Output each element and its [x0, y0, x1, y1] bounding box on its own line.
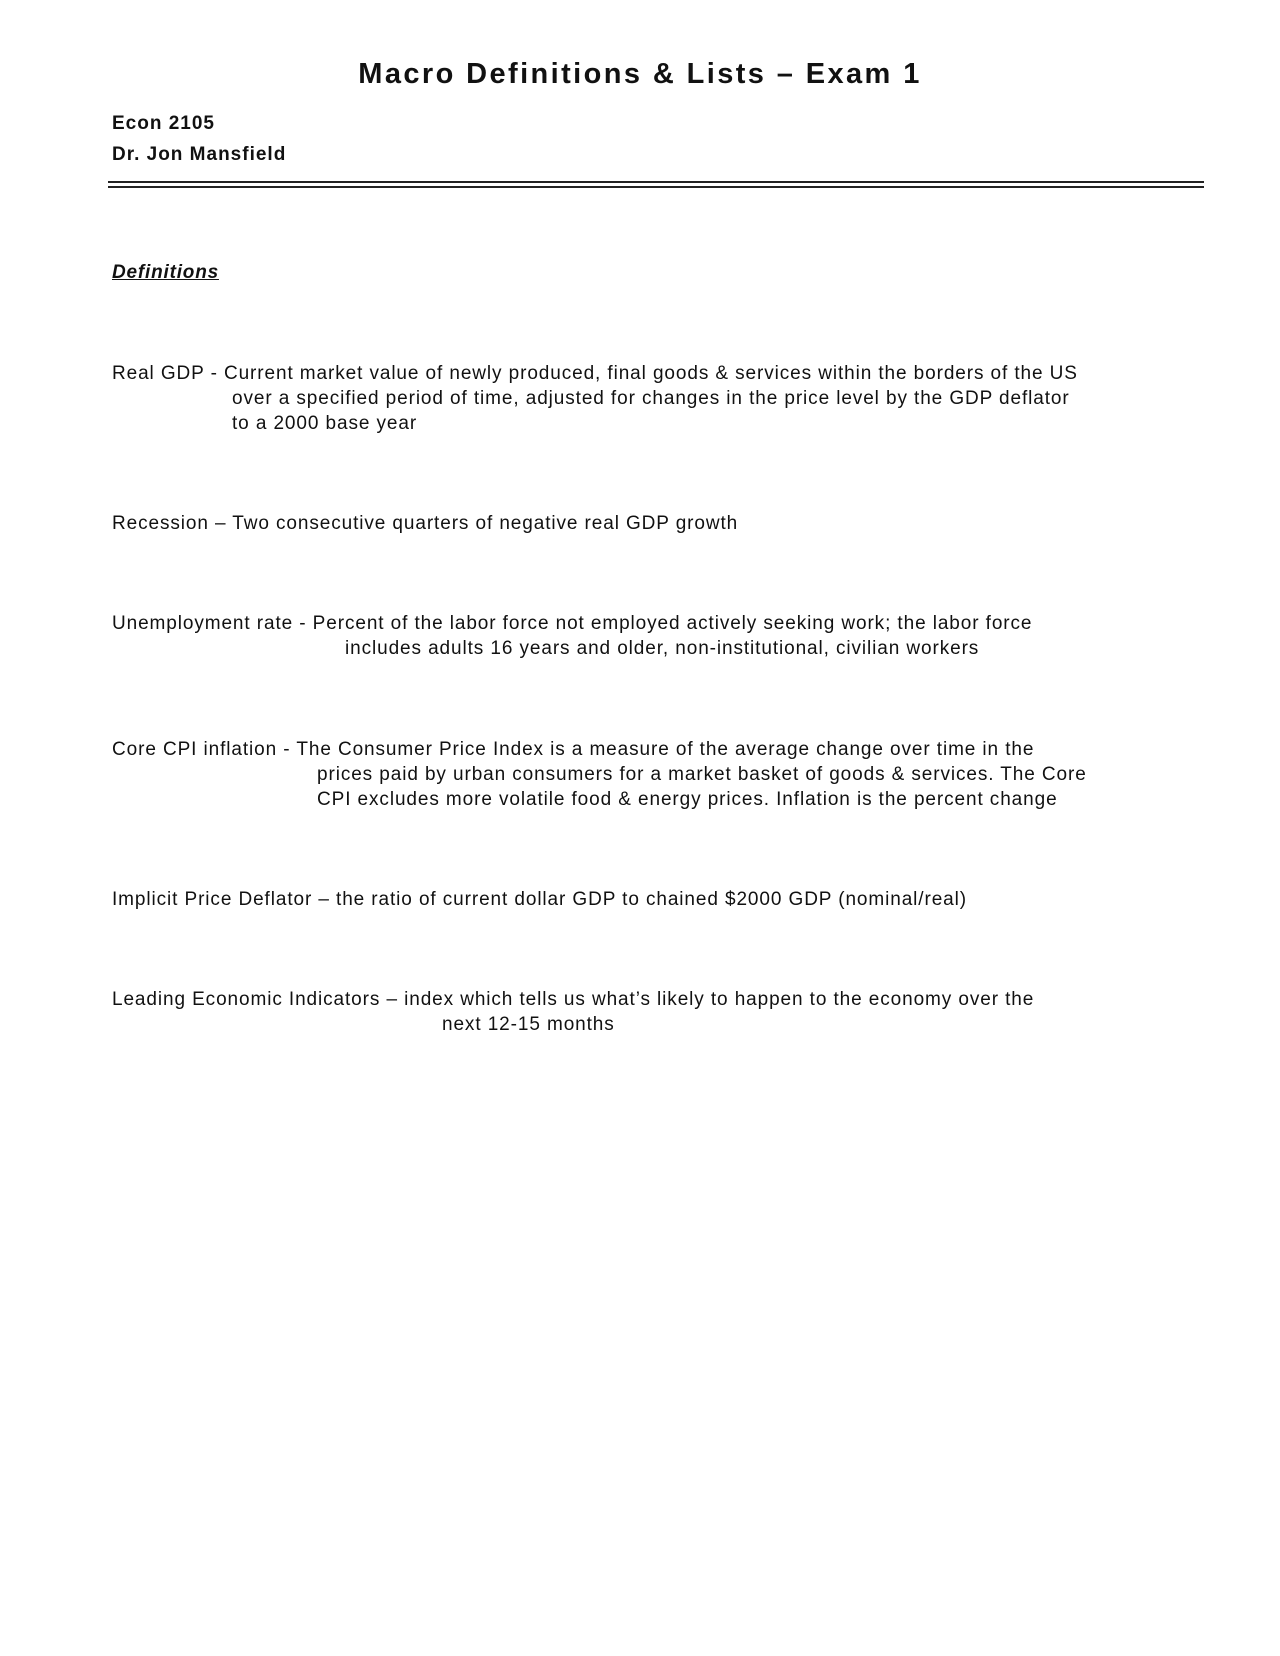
definition-term-line: Implicit Price Deflator – the ratio of current dollar GDP to chained $2000 GDP (nominal/real): [112, 889, 967, 910]
definition-leading-economic-indicators: [112, 987, 1212, 1037]
definition-continuation: to a 2000 base year: [232, 413, 418, 434]
definition-continuation: prices paid by urban consumers for a market basket of goods & services. The Core: [317, 764, 1087, 785]
definition-term-line: Real GDP - Current market value of newly produced, final goods & services within the borders of the US: [112, 363, 1078, 384]
document-title: Macro Definitions & Lists – Exam 1: [358, 58, 922, 90]
definition-term-line: Leading Economic Indicators – index which tells us what’s likely to happen to the economy over the: [112, 989, 1035, 1010]
definition-recession: [112, 511, 1212, 536]
definition-continuation: includes adults 16 years and older, non-institutional, civilian workers: [345, 638, 980, 659]
definition-term-line: Core CPI inflation - The Consumer Price Index is a measure of the average change over time in the: [112, 739, 1035, 760]
header-divider-bottom: [108, 186, 1204, 188]
section-heading-definitions: Definitions: [112, 262, 219, 283]
definition-continuation: CPI excludes more volatile food & energy prices. Inflation is the percent change: [317, 789, 1058, 810]
definition-real-gdp: [112, 361, 1212, 436]
definition-continuation: next 12-15 months: [442, 1014, 615, 1035]
definition-unemployment-rate: [112, 611, 1212, 661]
definition-term-line: Recession – Two consecutive quarters of negative real GDP growth: [112, 513, 739, 534]
course-number: Econ 2105: [112, 113, 215, 134]
definition-term-line: Unemployment rate - Percent of the labor force not employed actively seeking work; the labor force: [112, 613, 1033, 634]
definition-core-cpi-inflation: [112, 737, 1212, 812]
definition-continuation: over a specified period of time, adjusted for changes in the price level by the GDP deflator: [232, 388, 1070, 409]
definition-implicit-price-deflator: [112, 887, 1212, 912]
instructor-name: Dr. Jon Mansfield: [112, 144, 287, 165]
header-divider-top: [108, 181, 1204, 183]
